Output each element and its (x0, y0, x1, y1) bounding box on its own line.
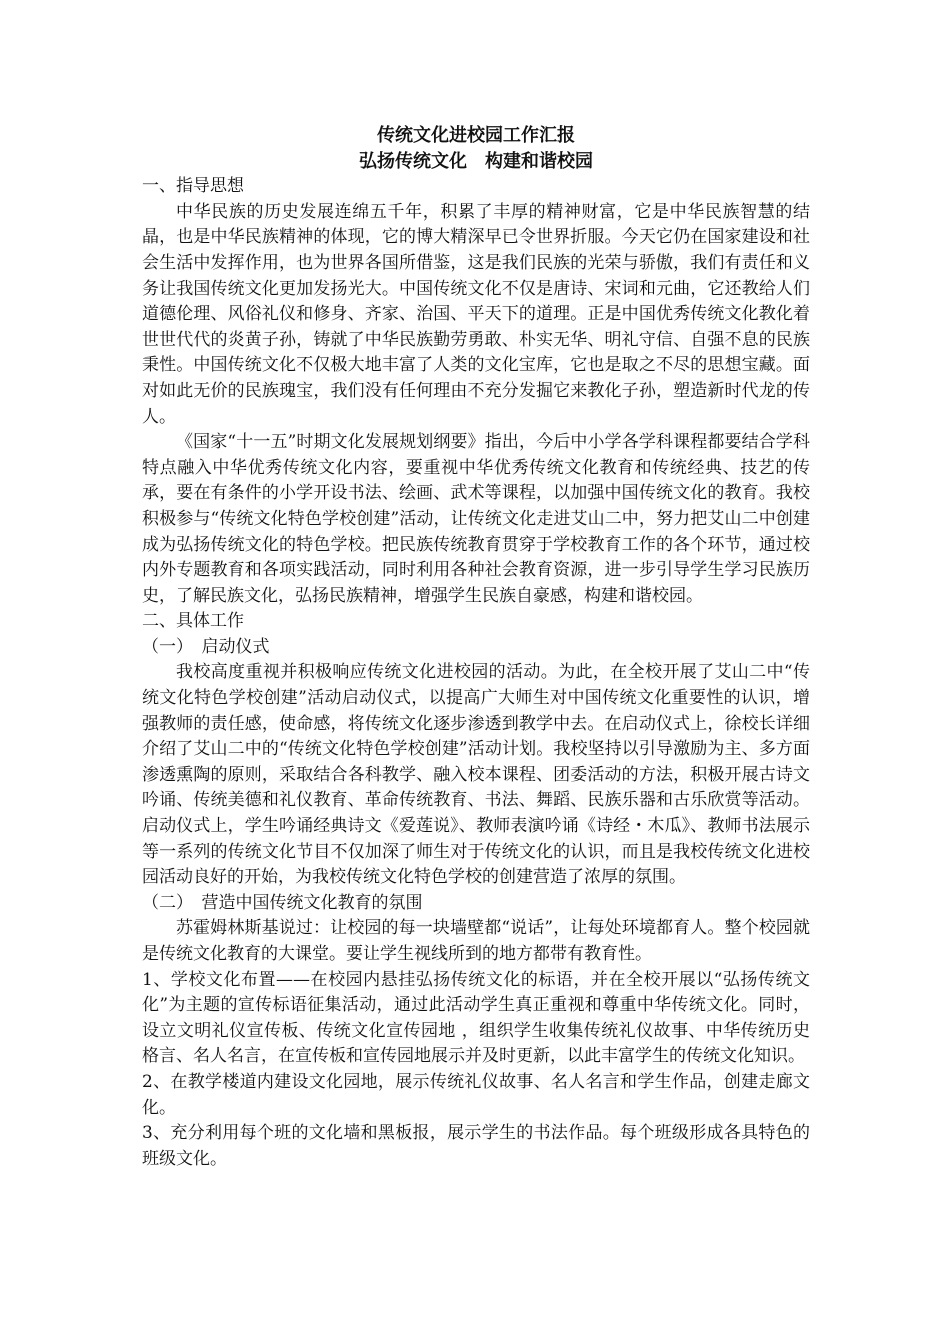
section-heading-specific-work: 二、具体工作 (142, 611, 244, 632)
list-item: 1、学校文化布置——在校园内悬挂弘扬传统文化的标语，并在全校开展以“弘扬传统文化”为主题的宣传标语征集活动，通过此活动学生真正重视和尊重中华传统文化。同时，设立文明礼仪宣传板、传统文化宣传园地 ，组织学生收集传统礼仪故事、中华传统历史格言、名人名言，在宣传板和宣传园地展示并及时更新，以此丰富学生的传统文化知识。 (142, 969, 810, 1067)
paragraph: 苏霍姆林斯基说过：让校园的每一块墙壁都“说话”，让每处环境都育人。整个校园就是传统文化教育的大课堂。要让学生视线所到的地方都带有教育性。 (142, 918, 810, 964)
list-item: 3、充分利用每个班的文化墙和黑板报，展示学生的书法作品。每个班级形成各具特色的班级文化。 (142, 1123, 810, 1169)
section-heading-guiding-ideology: 一、指导思想 (142, 176, 244, 197)
document-body (142, 123, 810, 1172)
paragraph: 《国家“十一五”时期文化发展规划纲要》指出，今后中小学各学科课程都要结合学科特点融入中华优秀传统文化内容，要重视中华优秀传统文化教育和传统经典、技艺的传承，要在有条件的小学开设书法、绘画、武术等课程，以加强中国传统文化的教育。我校积极参与“传统文化特色学校创建”活动，让传统文化走进艾山二中，努力把艾山二中创建成为弘扬传统文化的特色学校。把民族传统教育贯穿于学校教育工作的各个环节，通过校内外专题教育和各项实践活动，同时利用各种社会教育资源，进一步引导学生学习民族历史，了解民族文化，弘扬民族精神，增强学生民族自豪感，构建和谐校园。 (142, 432, 810, 606)
paragraph: 中华民族的历史发展连绵五千年，积累了丰厚的精神财富，它是中华民族智慧的结晶，也是中华民族精神的体现，它的博大精深早已令世界折服。今天它仍在国家建设和社会生活中发挥作用，也为世界各国所借鉴，这是我们民族的光荣与骄傲，我们有责任和义务让我国传统文化更加发扬光大。中国传统文化不仅是唐诗、宋词和元曲，它还教给人们道德伦理、风俗礼仪和修身、齐家、治国、平天下的道理。正是中国优秀传统文化教化着世世代代的炎黄子孙，铸就了中华民族勤劳勇敢、朴实无华、明礼守信、自强不息的民族秉性。中国传统文化不仅极大地丰富了人类的文化宝库，它也是取之不尽的思想宝藏。面对如此无价的民族瑰宝，我们没有任何理由不充分发掘它来教化子孙，塑造新时代龙的传人。 (142, 201, 810, 427)
subsection-heading-atmosphere: （二） 营造中国传统文化教育的氛围 (142, 892, 423, 913)
document-title: 传统文化进校园工作汇报 (377, 125, 575, 146)
list-item: 2、在教学楼道内建设文化园地，展示传统礼仪故事、名人名言和学生作品，创建走廊文化。 (142, 1071, 810, 1118)
document-subtitle: 弘扬传统文化 构建和谐校园 (359, 150, 593, 172)
subsection-heading-launch-ceremony: （一） 启动仪式 (142, 636, 270, 657)
paragraph: 我校高度重视并积极响应传统文化进校园的活动。为此，在全校开展了艾山二中“传统文化特色学校创建”活动启动仪式，以提高广大师生对中国传统文化重要性的认识，增强教师的责任感，使命感，将传统文化逐步渗透到教学中去。在启动仪式上，徐校长详细介绍了艾山二中的“传统文化特色学校创建”活动计划。我校坚持以引导激励为主、多方面渗透熏陶的原则，采取结合各科教学、融入校本课程、团委活动的方法，积极开展古诗文吟诵、传统美德和礼仪教育、革命传统教育、书法、舞蹈、民族乐器和古乐欣赏等活动。启动仪式上，学生吟诵经典诗文《爱莲说》、教师表演吟诵《诗经・木瓜》、教师书法展示等一系列的传统文化节目不仅加深了师生对于传统文化的认识，而且是我校传统文化进校园活动良好的开始，为我校传统文化特色学校的创建营造了浓厚的氛围。 (142, 662, 810, 888)
